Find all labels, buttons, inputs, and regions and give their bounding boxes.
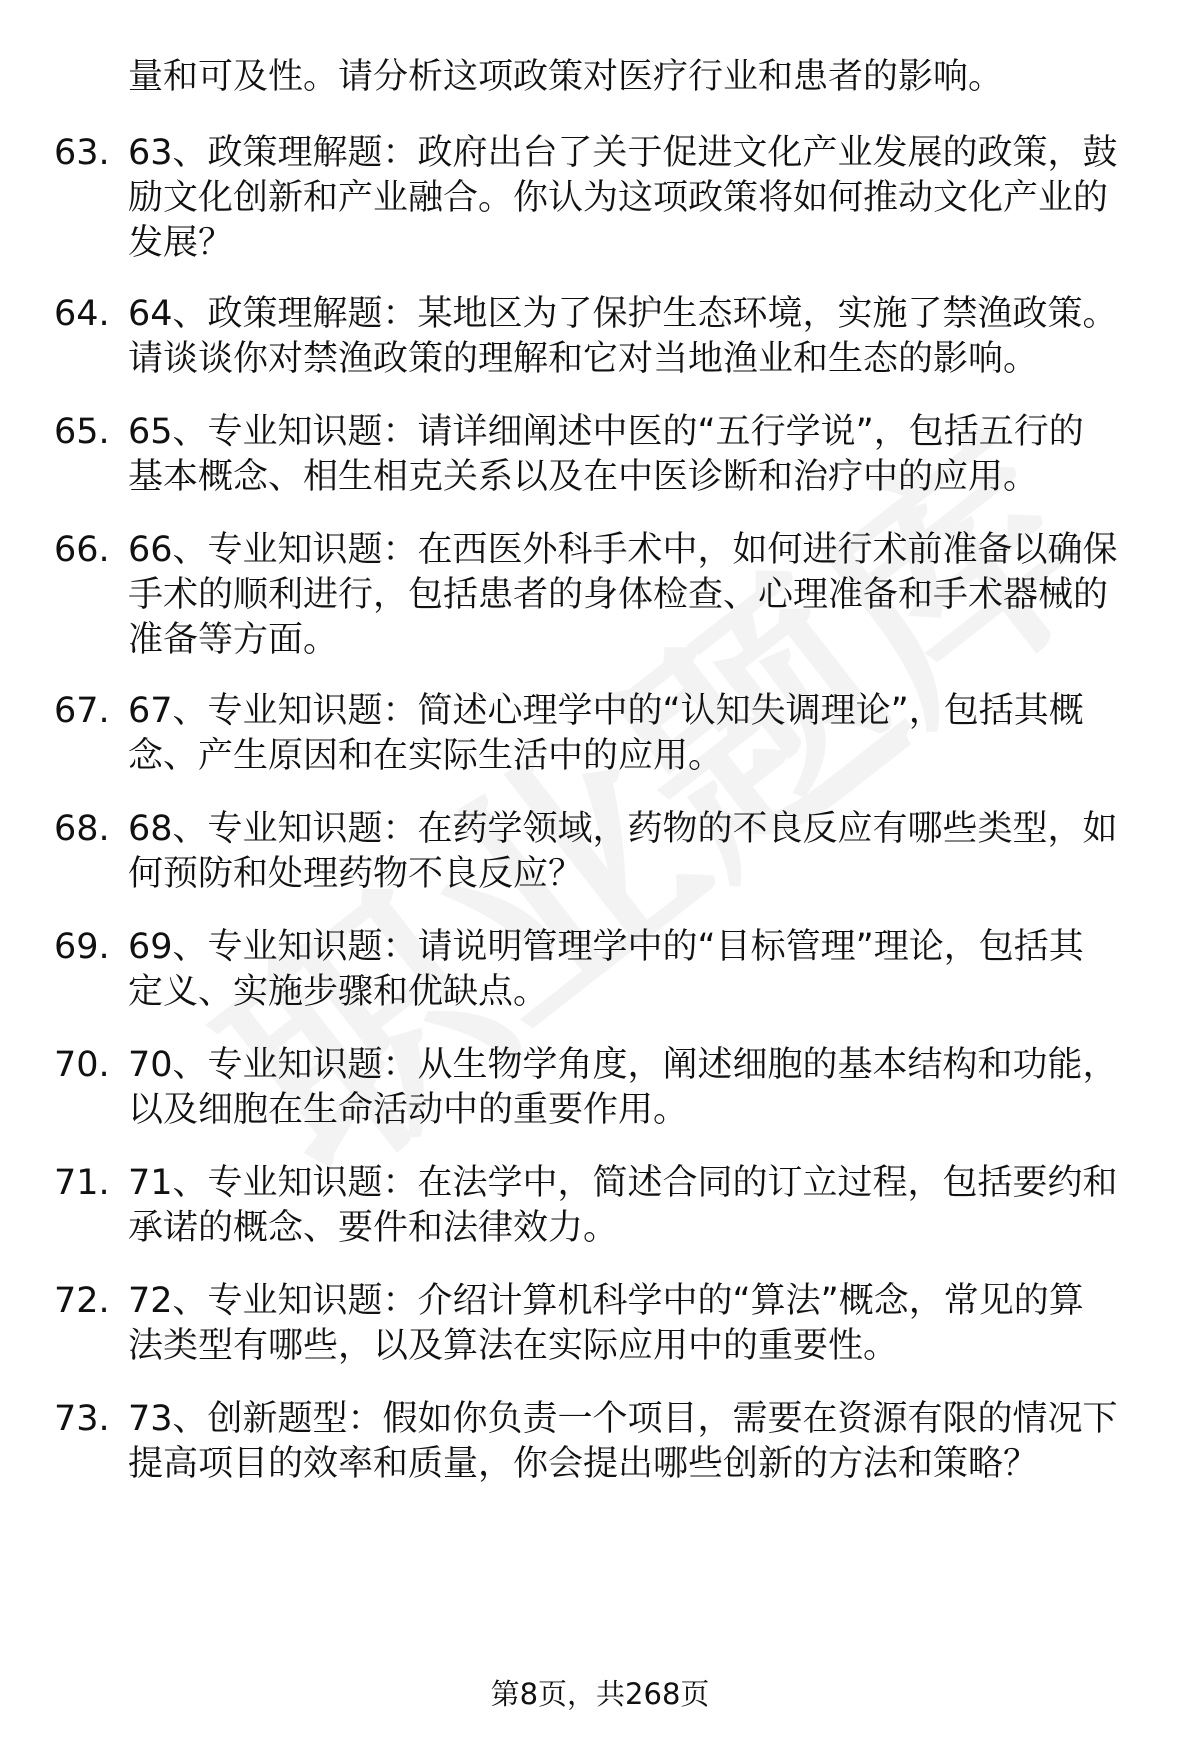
item-line: 70、专业知识题：从生物学角度，阐述细胞的基本结构和功能，: [128, 1045, 1118, 1085]
item-line: 发展？: [128, 223, 234, 263]
item-number: 70.: [54, 1045, 110, 1085]
item-line: 提高项目的效率和质量，你会提出哪些创新的方法和策略？: [128, 1444, 1039, 1484]
item-number: 66.: [54, 530, 110, 570]
item-line: 72、专业知识题：介绍计算机科学中的“算法”概念，常见的算: [128, 1281, 1084, 1321]
item-line: 69、专业知识题：请说明管理学中的“目标管理”理论，包括其: [128, 927, 1084, 967]
item-number: 72.: [54, 1281, 110, 1321]
item-line: 励文化创新和产业融合。你认为这项政策将如何推动文化产业的: [128, 178, 1109, 218]
item-line: 68、专业知识题：在药学领域，药物的不良反应有哪些类型，如: [128, 809, 1118, 849]
item-line: 基本概念、相生相克关系以及在中医诊断和治疗中的应用。: [128, 457, 1039, 497]
item-line: 准备等方面。: [128, 620, 339, 660]
item-line: 请谈谈你对禁渔政策的理解和它对当地渔业和生态的影响。: [128, 339, 1039, 379]
item-line: 以及细胞在生命活动中的重要作用。: [128, 1090, 689, 1130]
item-number: 68.: [54, 809, 110, 849]
intro-continuation-line: 量和可及性。请分析这项政策对医疗行业和患者的影响。: [128, 57, 1004, 97]
item-number: 65.: [54, 412, 110, 452]
item-line: 定义、实施步骤和优缺点。: [128, 972, 549, 1012]
item-line: 承诺的概念、要件和法律效力。: [128, 1208, 619, 1248]
item-line: 71、专业知识题：在法学中，简述合同的订立过程，包括要约和: [128, 1163, 1118, 1203]
item-number: 63.: [54, 133, 110, 173]
item-line: 66、专业知识题：在西医外科手术中，如何进行术前准备以确保: [128, 530, 1118, 570]
item-number: 64.: [54, 294, 110, 334]
item-line: 67、专业知识题：简述心理学中的“认知失调理论”，包括其概: [128, 691, 1084, 731]
item-line: 念、产生原因和在实际生活中的应用。: [128, 736, 724, 776]
item-line: 64、政策理解题：某地区为了保护生态环境，实施了禁渔政策。: [128, 294, 1118, 334]
item-line: 65、专业知识题：请详细阐述中医的“五行学说”，包括五行的: [128, 412, 1084, 452]
item-line: 法类型有哪些，以及算法在实际应用中的重要性。: [128, 1326, 899, 1366]
item-line: 73、创新题型：假如你负责一个项目，需要在资源有限的情况下: [128, 1399, 1118, 1439]
item-line: 何预防和处理药物不良反应？: [128, 854, 584, 894]
item-number: 73.: [54, 1399, 110, 1439]
item-number: 69.: [54, 927, 110, 967]
page-footer: 第8页，共268页: [490, 1677, 710, 1711]
item-number: 71.: [54, 1163, 110, 1203]
item-line: 手术的顺利进行，包括患者的身体检查、心理准备和手术器械的: [128, 575, 1109, 615]
item-line: 63、政策理解题：政府出台了关于促进文化产业发展的政策，鼓: [128, 133, 1118, 173]
item-number: 67.: [54, 691, 110, 731]
